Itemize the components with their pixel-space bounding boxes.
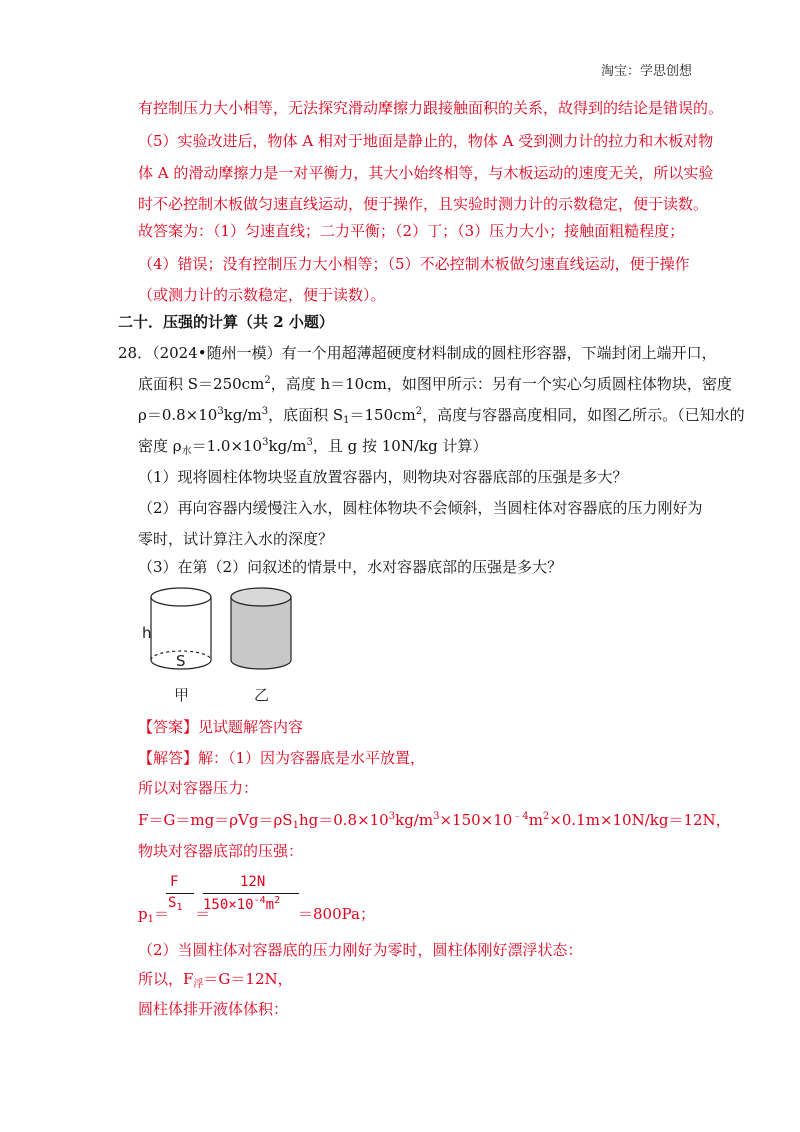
pressure-result: ＝800Pa；: [298, 905, 375, 923]
cylinder-figure: [130, 580, 310, 700]
sub-question: （2）再向容器内缓慢注入水，圆柱体物块不会倾斜，当圆柱体对容器底的压力刚好为: [138, 499, 703, 517]
prev-answer-line: （5）实验改进后，物体 A 相对于地面是静止的，物体 A 受到测力计的拉力和木板对物: [138, 132, 714, 150]
header-shop: 淘宝：学思创想: [600, 64, 692, 79]
answer-tag: 【答案】见试题解答内容: [138, 718, 304, 736]
solution-line: 圆柱体排开液体体积：: [138, 1000, 289, 1018]
solution-line: 所以对容器压力：: [138, 779, 259, 797]
fraction-denominator: $150\times 10^{-4}m^2$: [203, 895, 281, 913]
sub-question: （3）在第（2）问叙述的情景中，水对容器底部的压强是多大？: [138, 558, 563, 576]
fraction-numerator: F: [170, 874, 179, 890]
solution-line: （2）当圆柱体对容器底的压力刚好为零时，圆柱体刚好漂浮状态：: [138, 941, 583, 959]
height-label: h: [142, 624, 152, 642]
solid-cylinder-yi: [231, 588, 291, 669]
figure-label-jia: 甲: [174, 686, 190, 704]
question-line: 密度 $\rho_水=1.0\times 10^3kg/m^3$，且 g 按 10N/kg 计算）: [138, 437, 488, 457]
prev-answer-line: （4）错误；没有控制压力大小相等；（5）不必控制木板做匀速直线运动，便于操作: [138, 255, 690, 273]
pressure-symbol: $p_1=$: [138, 905, 169, 925]
fraction-bar: [203, 893, 299, 894]
fraction-numerator: 12N: [240, 874, 266, 890]
fraction-bar: [166, 893, 194, 894]
solution-line: 物块对容器底部的压强：: [138, 842, 304, 860]
figure-label-yi: 乙: [254, 686, 270, 704]
question-line: $\rho=0.8\times 10^3kg/m^3$，底面积 $S_1=150cm^2$，高度与容器高度相同，如图乙所示。（已知水的: [138, 406, 745, 426]
section-title: 二十．压强的计算（共 2 小题）: [118, 313, 334, 331]
area-label: S: [176, 652, 186, 670]
sub-question: 零时，试计算注入水的深度？: [138, 530, 334, 548]
prev-answer-line: 时不必控制木板做匀速直线运动，便于操作，且实验时测力计的示数稳定，便于读数。: [138, 195, 709, 213]
solution-line: 所以，$F_浮=G=12N$，: [138, 970, 293, 990]
prev-answer-line: 有控制压力大小相等，无法探究滑动摩擦力跟接触面积的关系，故得到的结论是错误的。: [138, 99, 724, 117]
solution-line: 【解答】解：（1）因为容器底是水平放置，: [138, 749, 426, 767]
prev-answer-line: 故答案为：（1）匀速直线；二力平衡；（2）丁；（3）压力大小；接触面粗糙程度；: [138, 222, 685, 240]
formula-line: $F=G=mg=\rho Vg=\rho S_1hg=0.8\times 10^3kg/m^3\times 150\times 10^{﹣4}m^2\times 0.1m\times 10N/kg=12N$，: [138, 811, 731, 831]
sub-question: （1）现将圆柱体物块竖直放置容器内，则物块对容器底部的压强是多大？: [138, 468, 628, 486]
equals-sign: ＝: [195, 905, 211, 923]
question-line: 底面积 $S=250cm^2$，高度 h＝10cm，如图甲所示：另有一个实心匀质圆柱体物块，密度: [138, 375, 732, 393]
fraction-denominator: $S_1$: [168, 895, 183, 913]
prev-answer-line: （或测力计的示数稳定，便于读数）。: [138, 286, 386, 304]
question-line: 28．（2024•随州一模）有一个用超薄超硬度材料制成的圆柱形容器，下端封闭上端开口，: [118, 344, 717, 362]
prev-answer-line: 体 A 的滑动摩擦力是一对平衡力，其大小始终相等，与木板运动的速度无关，所以实验: [138, 164, 714, 182]
